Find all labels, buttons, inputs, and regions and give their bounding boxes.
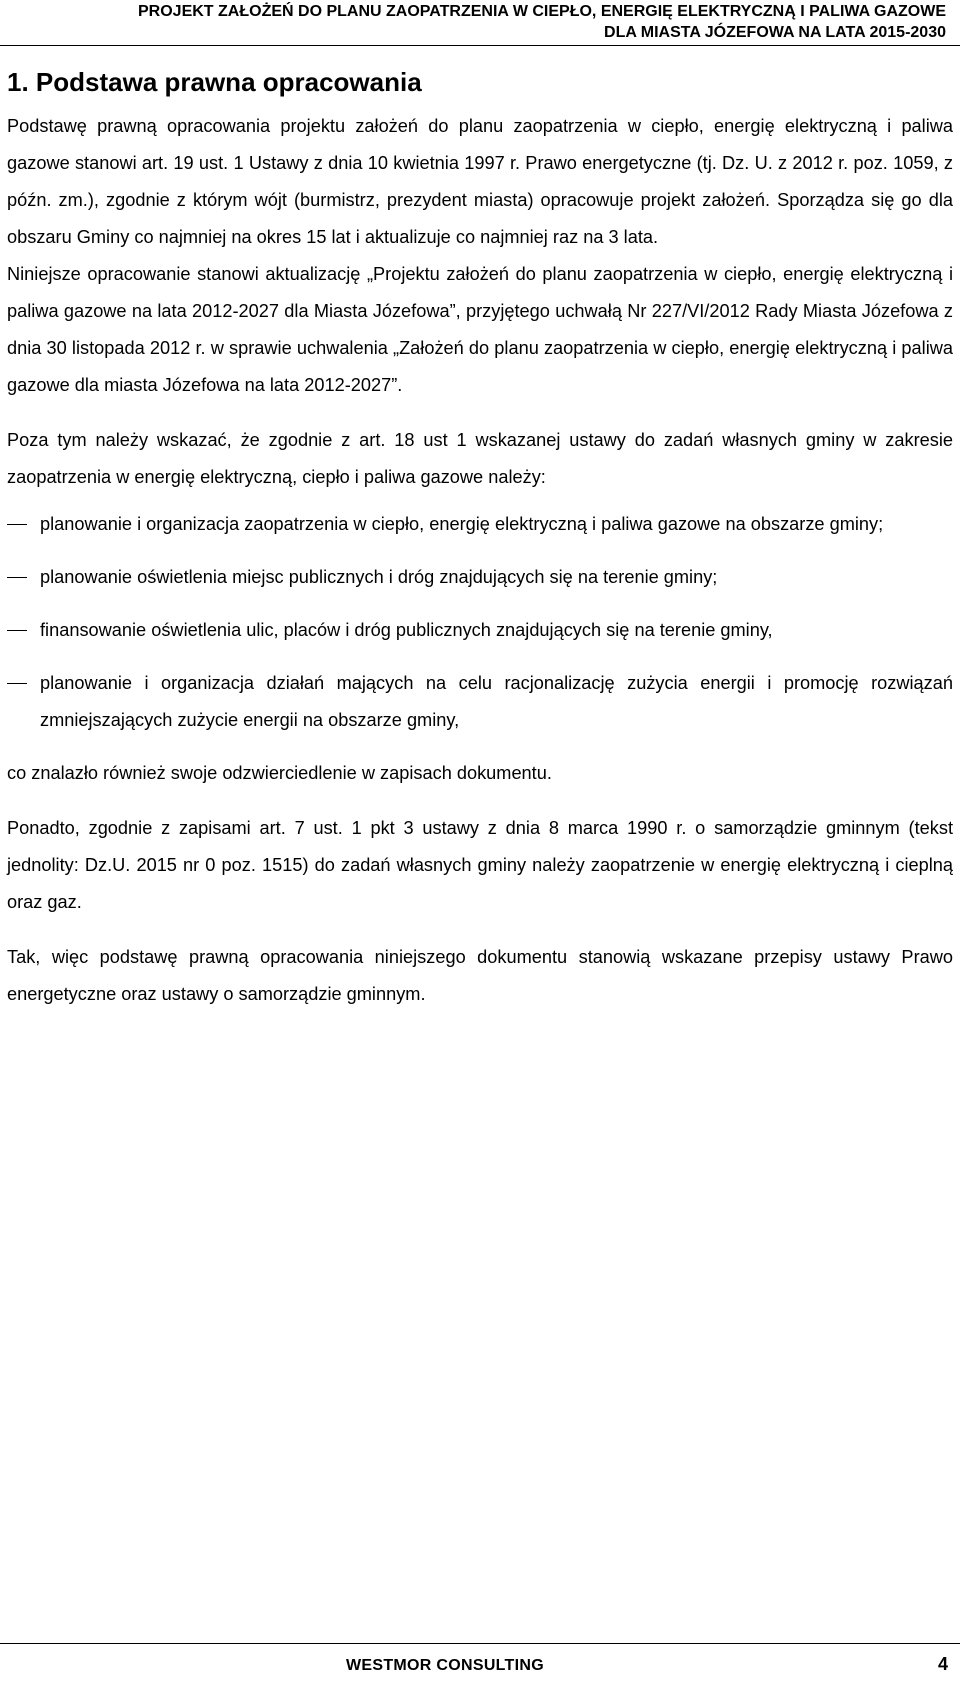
paragraph-local-government-act: Ponadto, zgodnie z zapisami art. 7 ust. 1 pkt 3 ustawy z dnia 8 marca 1990 r. o samorządzie gminnym (tekst jednolity: Dz.U. 2015 nr 0 poz. 1515) do zadań własnych gminy należy zaopatrzenie w energię elektryczną i cieplną oraz gaz. — [7, 818, 953, 912]
dash-bullet-icon — [7, 577, 27, 578]
page-number: 4 — [937, 1654, 948, 1674]
dash-bullet-icon — [7, 630, 27, 631]
paragraph-legal-basis: Podstawę prawną opracowania projektu założeń do planu zaopatrzenia w ciepło, energię elektryczną i paliwa gazowe stanowi art. 19 ust. 1 Ustawy z dnia 10 kwietnia 1997 r. Prawo energetyczne (tj. Dz. U. z 2012 r. poz. 1059, z późn. zm.), zgodnie z którym wójt (burmistrz, prezydent miasta) opracowuje projekt założeń. Sporządza się go dla obszaru Gminy co najmniej na okres 15 lat i aktualizuje co najmniej raz na 3 lata. — [7, 116, 953, 247]
dash-bullet-icon — [7, 524, 27, 525]
list-item-text: planowanie i organizacja działań mających na celu racjonalizację zużycia energii i promocję rozwiązań zmniejszających zużycie energii na obszarze gminy, — [40, 673, 953, 730]
tasks-list — [7, 506, 953, 739]
footer-company-name: WESTMOR CONSULTING — [346, 1657, 544, 1674]
list-item — [7, 559, 953, 596]
list-item-text: planowanie i organizacja zaopatrzenia w ciepło, energię elektryczną i paliwa gazowe na obszarze gminy; — [40, 514, 884, 534]
list-item-text: planowanie oświetlenia miejsc publicznych i dróg znajdujących się na terenie gminy; — [40, 567, 718, 587]
list-item-text: finansowanie oświetlenia ulic, placów i dróg publicznych znajdujących się na terenie gminy, — [40, 620, 773, 640]
paragraph-own-tasks-intro: Poza tym należy wskazać, że zgodnie z art. 18 ust 1 wskazanej ustawy do zadań własnych gminy w zakresie zaopatrzenia w energię elektryczną, ciepło i paliwa gazowe należy: — [7, 430, 953, 487]
paragraph-update-note: Niniejsze opracowanie stanowi aktualizację „Projektu założeń do planu zaopatrzenia w ciepło, energię elektryczną i paliwa gazowe na lata 2012-2027 dla Miasta Józefowa”, przyjętego uchwałą Nr 227/VI/2012 Rady Miasta Józefowa z dnia 30 listopada 2012 r. w sprawie uchwalenia „Założeń do planu zaopatrzenia w ciepło, energię elektryczną i paliwa gazowe dla miasta Józefowa na lata 2012-2027”. — [7, 264, 953, 395]
list-item — [7, 612, 953, 649]
dash-bullet-icon — [7, 683, 27, 684]
header-title-line-1: PROJEKT ZAŁOŻEŃ DO PLANU ZAOPATRZENIA W CIEPŁO, ENERGIĘ ELEKTRYCZNĄ I PALIWA GAZOWE — [138, 3, 946, 20]
header-title-line-2: DLA MIASTA JÓZEFOWA NA LATA 2015-2030 — [604, 24, 946, 41]
page-footer — [0, 1643, 960, 1690]
section-heading: 1. Podstawa prawna opracowania — [7, 67, 422, 97]
list-item — [7, 506, 953, 543]
paragraph-conclusion: Tak, więc podstawę prawną opracowania niniejszego dokumentu stanowią wskazane przepisy ustawy Prawo energetyczne oraz ustawy o samorządzie gminnym. — [7, 947, 953, 1004]
document-body — [7, 62, 953, 1013]
list-item — [7, 665, 953, 739]
paragraph-reflection-note: co znalazło również swoje odzwierciedlenie w zapisach dokumentu. — [7, 763, 552, 783]
page-header — [0, 0, 960, 46]
